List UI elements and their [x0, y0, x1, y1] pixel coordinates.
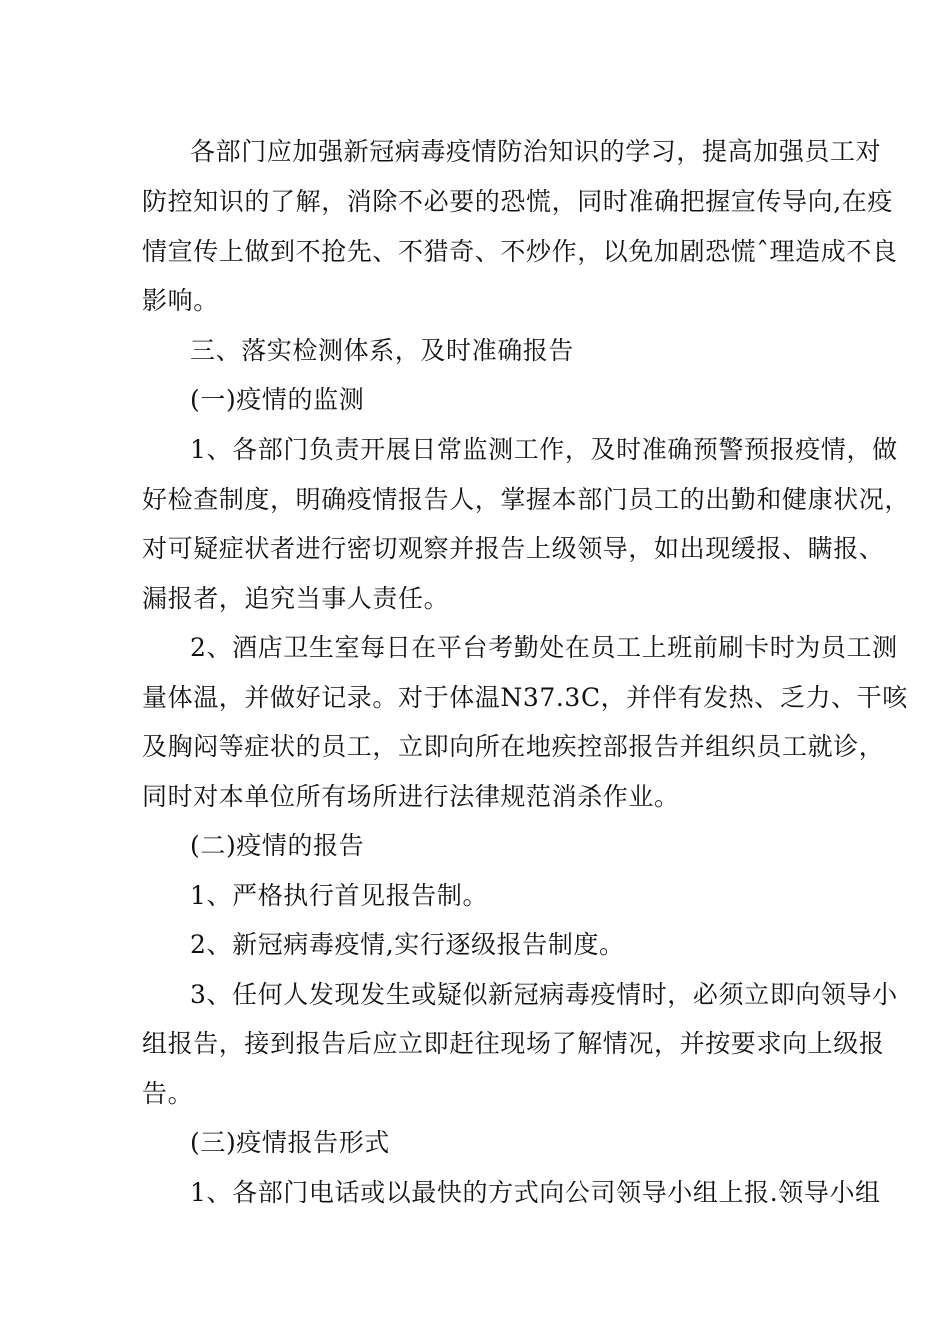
paragraph-line: 好检查制度，明确疫情报告人，掌握本部门员工的出勤和健康状况，	[142, 485, 911, 514]
paragraph-line: 3、任何人发现发生或疑似新冠病毒疫情时，必须立即向领导小	[190, 980, 898, 1009]
paragraph-line: 告。	[142, 1079, 194, 1108]
paragraph-line: 对可疑症状者进行密切观察并报告上级领导，如出现缓报、瞒报、	[142, 534, 885, 563]
subsection-heading: (一)疫情的监测	[190, 385, 365, 414]
paragraph-line: 同时对本单位所有场所进行法律规范消杀作业。	[142, 782, 680, 811]
paragraph-line: 2、新冠病毒疫情,实行逐级报告制度。	[190, 930, 625, 959]
paragraph-line: 组报告，接到报告后应立即赶往现场了解情况，并按要求向上级报	[142, 1029, 885, 1058]
paragraph-line: 情宣传上做到不抢先、不猎奇、不炒作，以免加剧恐慌ˆ理造成不良	[142, 237, 898, 266]
paragraph-line: 及胸闷等症状的员工，立即向所在地疾控部报告并组织员工就诊，	[142, 732, 885, 761]
subsection-heading: (三)疫情报告形式	[190, 1128, 390, 1157]
paragraph-line: 1、严格执行首见报告制。	[190, 881, 489, 910]
paragraph-line: 各部门应加强新冠病毒疫情防治知识的学习，提高加强员工对	[190, 137, 882, 166]
section-heading: 三、落实检测体系，及时准确报告	[190, 336, 575, 365]
paragraph-line: 漏报者，追究当事人责任。	[142, 584, 450, 613]
paragraph-line: 1、各部门负责开展日常监测工作，及时准确预警预报疫情，做	[190, 435, 898, 464]
paragraph-line: 量体温，并做好记录。对于体温N37.3C，并伴有发热、乏力、干咳	[142, 683, 908, 712]
paragraph-line: 防控知识的了解，消除不必要的恐慌，同时准确把握宣传导向,在疫	[142, 187, 893, 216]
paragraph-line: 1、各部门电话或以最快的方式向公司领导小组上报.领导小组	[190, 1178, 881, 1207]
subsection-heading: (二)疫情的报告	[190, 831, 365, 860]
paragraph-line: 影响。	[142, 286, 219, 315]
paragraph-line: 2、酒店卫生室每日在平台考勤处在员工上班前刷卡时为员工测	[190, 633, 898, 662]
